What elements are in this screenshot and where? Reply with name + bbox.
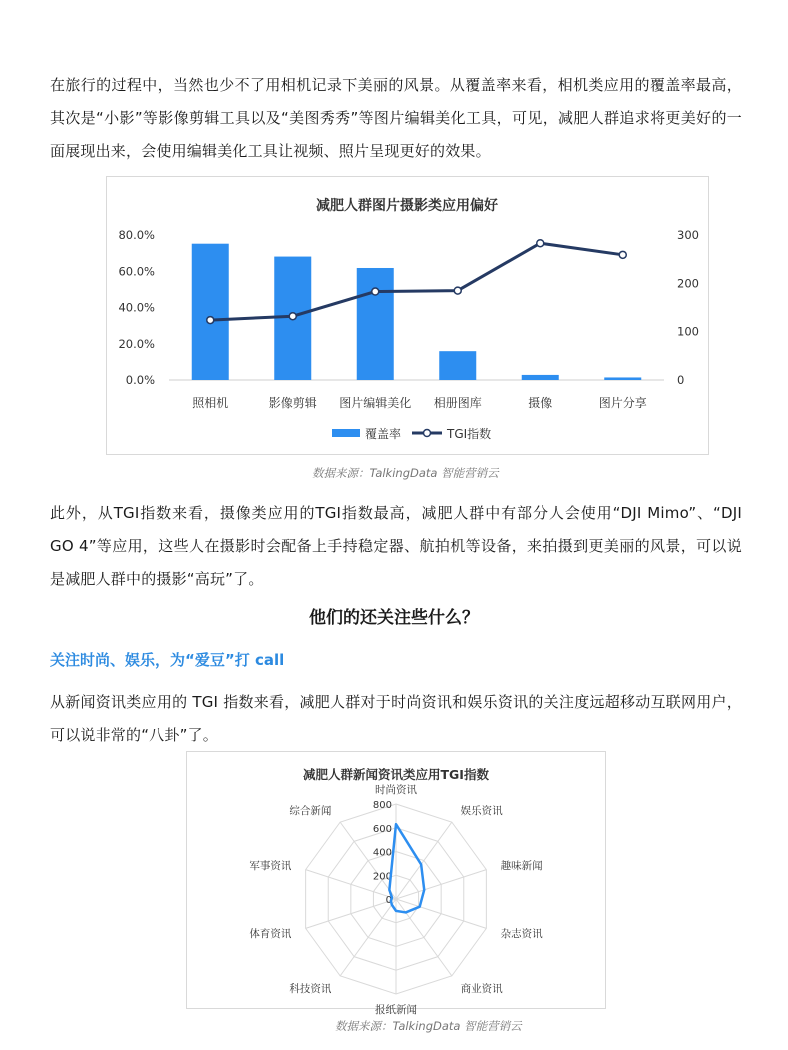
radar-spoke [396,899,452,976]
radar-category-label: 趣味新闻 [500,860,543,873]
camera-apps-chart [106,176,709,455]
radar-category-label: 科技资讯 [289,982,332,995]
chart-title: 减肥人群新闻资讯类应用TGI指数 [303,767,489,782]
tgi-point [289,313,296,320]
radar-category-label: 娱乐资讯 [460,805,503,818]
y2-tick-label: 100 [677,324,699,339]
radar-category-label: 军事资讯 [249,860,292,873]
radar-category-label: 时尚资讯 [375,784,417,796]
tgi-paragraph: 此外，从TGI指数来看，摄像类应用的TGI指数最高，减肥人群中有部分人会使用“DJI Mimo”、“DJI GO 4”等应用，这些人在摄影时会配备上手持稳定器、航拍机等设备，来拍摄到更美丽的风景，可以说是减肥人群中的摄影“高玩”了。 [50,504,742,588]
chart1-source: 数据来源：TalkingData 智能营销云 [312,466,499,480]
bar-coverage [522,375,559,380]
subsection-heading: 关注时尚、娱乐，为“爱豆”打 call [50,651,285,669]
tgi-point [454,287,461,294]
radar-tick-label: 600 [372,823,392,835]
y2-tick-label: 200 [677,276,699,291]
y-tick-label: 80.0% [118,228,155,242]
radar-chart-svg [187,752,605,1016]
bar-coverage [192,244,229,380]
legend-label-bar: 覆盖率 [365,427,402,441]
radar-category-label: 体育资讯 [249,927,292,940]
y2-tick-label: 300 [677,228,699,242]
tgi-point [207,317,214,324]
y2-tick-label: 0 [677,373,685,387]
y-tick-label: 20.0% [118,336,155,351]
radar-category-label: 综合新闻 [289,805,332,818]
bar-coverage [604,377,641,380]
tgi-point [537,240,544,247]
news-apps-radar-chart [186,751,606,1016]
radar-tick-label: 800 [372,800,392,811]
section-heading: 他们的还关注些什么？ [309,608,479,628]
legend-label-line: TGI指数 [447,427,492,441]
news-paragraph: 从新闻资讯类应用的 TGI 指数来看，减肥人群对于时尚资讯和娱乐资讯的关注度远超移动互联网用户，可以说非常的“八卦”了。 [50,693,742,744]
radar-tick-label: 400 [372,847,392,859]
tgi-point [619,251,626,258]
y-tick-label: 0.0% [125,373,155,387]
legend-swatch-point [424,430,431,437]
y-tick-label: 40.0% [118,300,155,315]
radar-category-label: 商业资讯 [460,982,503,995]
x-tick-label: 影像剪辑 [268,396,317,410]
tgi-point [372,288,379,295]
x-tick-label: 照相机 [192,396,229,410]
radar-tick-label: 0 [385,895,392,906]
x-tick-label: 图片编辑美化 [339,396,412,410]
chart-title: 减肥人群图片摄影类应用偏好 [316,198,498,214]
intro-paragraph: 在旅行的过程中，当然也少不了用相机记录下美丽的风景。从覆盖率来看，相机类应用的覆盖率最高，其次是“小影”等影像剪辑工具以及“美图秀秀”等图片编辑美化工具，可见，减肥人群追求将更美好的一面展现出来，会使用编辑美化工具让视频、照片呈现更好的效果。 [50,76,742,160]
x-tick-label: 摄像 [528,396,553,410]
bar-coverage [357,268,394,380]
radar-tick-label: 200 [372,871,392,883]
tgi-line [210,243,623,320]
bar-coverage [439,351,476,380]
x-tick-label: 相册图库 [433,396,482,410]
legend-swatch-bar [332,429,360,437]
radar-category-label: 报纸新闻 [375,1004,417,1016]
x-tick-label: 图片分享 [598,396,647,410]
radar-category-label: 杂志资讯 [500,927,543,940]
chart2-source: 数据来源：TalkingData 智能营销云 [335,1019,522,1033]
combo-chart-svg [107,177,708,454]
y-tick-label: 60.0% [118,264,155,279]
radar-spoke [340,899,396,976]
